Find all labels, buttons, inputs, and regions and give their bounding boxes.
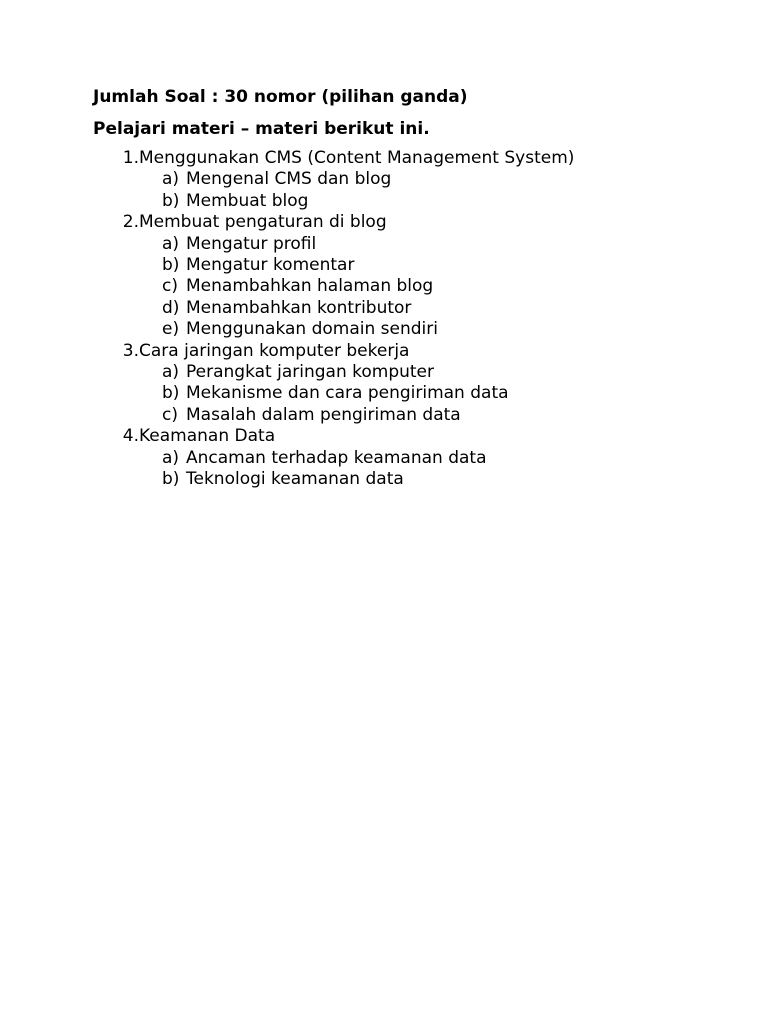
topic-title: Keamanan Data: [139, 426, 276, 447]
subtopic-text: Mekanisme dan cara pengiriman data: [186, 383, 509, 404]
subtopic-marker: d): [162, 297, 180, 318]
subtopic-text: Perangkat jaringan komputer: [186, 362, 435, 382]
study-instruction-heading: Pelajari materi – materi berikut ini.: [93, 119, 430, 139]
subtopic-marker: a): [162, 447, 180, 468]
topic-number: 4.: [122, 426, 139, 447]
subtopic-marker: a): [162, 233, 180, 254]
subtopic-marker: a): [162, 169, 180, 190]
subtopic-text: Ancaman terhadap keamanan data: [186, 447, 487, 468]
subtopic-marker: b): [162, 255, 180, 275]
subtopic-marker: b): [162, 383, 180, 404]
topic-number: 1.: [122, 148, 139, 168]
subtopic-marker: a): [162, 362, 180, 382]
subtopic-marker: c): [162, 276, 178, 297]
subtopic-text: Membuat blog: [186, 190, 309, 211]
subtopic-marker: b): [162, 190, 180, 211]
subtopic-text: Mengatur profil: [186, 233, 317, 254]
subtopic-marker: c): [162, 404, 178, 425]
topic-title: Membuat pengaturan di blog: [139, 212, 387, 233]
topic-number: 2.: [122, 212, 139, 233]
subtopic-text: Menambahkan kontributor: [186, 297, 412, 318]
question-count-heading: Jumlah Soal : 30 nomor (pilihan ganda): [93, 87, 468, 107]
subtopic-text: Menambahkan halaman blog: [186, 276, 434, 297]
subtopic-text: Mengatur komentar: [186, 255, 355, 275]
subtopic-text: Menggunakan domain sendiri: [186, 319, 438, 340]
subtopic-text: Mengenal CMS dan blog: [186, 169, 392, 190]
subtopic-marker: e): [162, 319, 180, 340]
topic-title: Cara jaringan komputer bekerja: [139, 340, 410, 361]
subtopic-text: Teknologi keamanan data: [186, 469, 404, 489]
topic-title: Menggunakan CMS (Content Management System): [139, 148, 575, 168]
subtopic-marker: b): [162, 469, 180, 489]
subtopic-text: Masalah dalam pengiriman data: [186, 404, 461, 425]
topic-number: 3.: [122, 340, 139, 361]
